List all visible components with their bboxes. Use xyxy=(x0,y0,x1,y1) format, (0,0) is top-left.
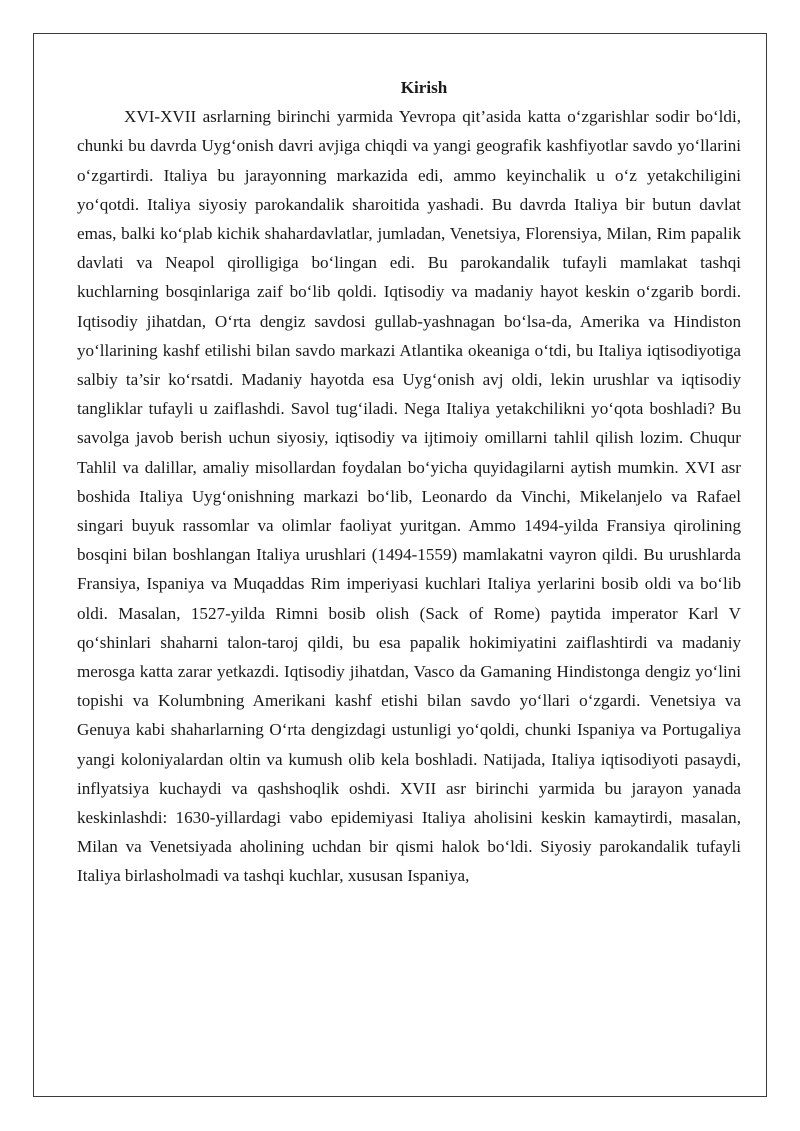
document-paragraph: XVI-XVII asrlarning birinchi yarmida Yevropa qit’asida katta o‘zgarishlar sodir bo‘ldi, chunki bu davrda Uyg‘onish davri avjiga chiqdi va yangi geografik kashfiyotlar savdo yo‘llarini o‘zgartirdi. Italiya bu jarayonning markazida edi, ammo keyinchalik u o‘z yetakchiligini yo‘qotdi. Italiya siyosiy parokandalik sharoitida yashadi. Bu davrda Italiya bir butun davlat emas, balki ko‘plab kichik shahardavlatlar, jumladan, Venetsiya, Florensiya, Milan, Rim papalik davlati va Neapol qirolligiga bo‘lingan edi. Bu parokandalik tufayli mamlakat tashqi kuchlarning bosqinlariga zaif bo‘lib qoldi. Iqtisodiy va madaniy hayot keskin o‘zgarib bordi. Iqtisodiy jihatdan, O‘rta dengiz savdosi gullab-yashnagan bo‘lsa-da, Amerika va Hindiston yo‘llarining kashf etilishi bilan savdo markazi Atlantika okeaniga o‘tdi, bu Italiya iqtisodiyotiga salbiy ta’sir ko‘rsatdi. Madaniy hayotda esa Uyg‘onish avj oldi, lekin urushlar va iqtisodiy tangliklar tufayli u zaiflashdi. Savol tug‘iladi. Nega Italiya yetakchilikni yo‘qota boshladi? Bu savolga javob berish uchun siyosiy, iqtisodiy va ijtimoiy omillarni tahlil qilish lozim. Chuqur Tahlil va dalillar, amaliy misollardan foydalan bo‘yicha quyidagilarni aytish mumkin. XVI asr boshida Italiya Uyg‘onishning markazi bo‘lib, Leonardo da Vinchi, Mikelanjelo va Rafael singari buyuk rassomlar va olimlar faoliyat yuritgan. Ammo 1494-yilda Fransiya qirolining bosqini bilan boshlangan Italiya urushlari (1494-1559) mamlakatni vayron qildi. Bu urushlarda Fransiya, Ispaniya va Muqaddas Rim imperiyasi kuchlari Italiya yerlarini bosib oldi va bo‘lib oldi. Masalan, 1527-yilda Rimni bosib olish (Sack of Rome) paytida imperator Karl V qo‘shinlari shaharni talon-taroj qildi, bu esa papalik hokimiyatini zaiflashtirdi va madaniy merosga katta zarar yetkazdi. Iqtisodiy jihatdan, Vasco da Gamaning Hindistonga dengiz yo‘lini topishi va Kolumbning Amerikani kashf etishi bilan savdo yo‘llari o‘zgardi. Venetsiya va Genuya kabi shaharlarning O‘rta dengizdagi ustunligi yo‘qoldi, chunki Ispaniya va Portugaliya yangi koloniyalardan oltin va kumush olib kela boshladi. Natijada, Italiya iqtisodiyoti pasaydi, inflyatsiya kuchaydi va qashshoqlik oshdi. XVII asr birinchi yarmida bu jarayon yanada keskinlashdi: 1630-yillardagi vabo epidemiyasi Italiya aholisini keskin kamaytirdi, masalan, Milan va Venetsiyada aholining uchdan bir qismi halok bo‘ldi. Siyosiy parokandalik tufayli Italiya birlasholmadi va tashqi kuchlar, xususan Ispaniya, xyxy=(77,107,741,886)
document-title: Kirish xyxy=(400,78,448,97)
document-content xyxy=(77,73,741,891)
